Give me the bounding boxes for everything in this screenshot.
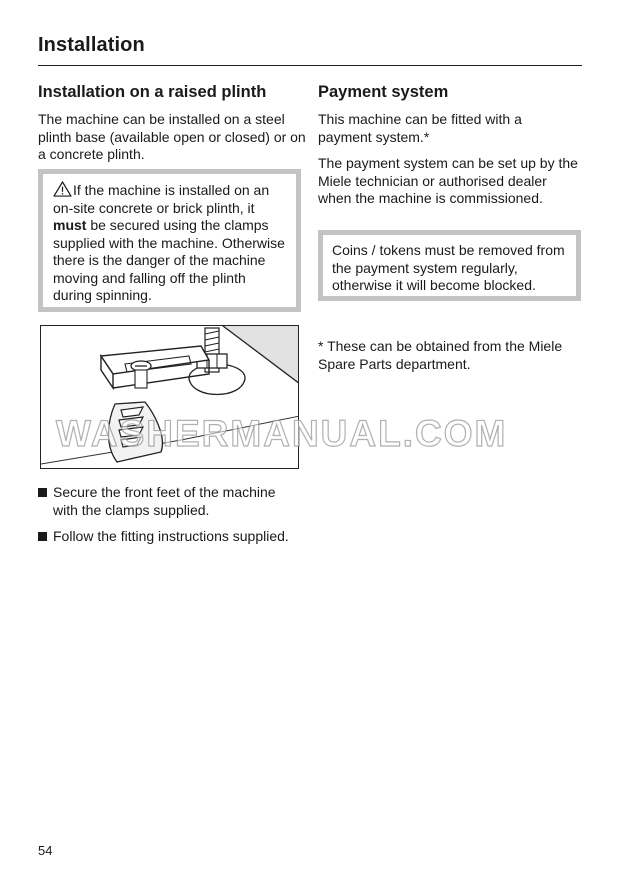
warning-text-after: be secured using the clamps supplied with the machine. Otherwise there is the danger of the machine moving and falling off the plinth during spinning. [53,217,285,303]
page-number: 54 [38,843,53,858]
warning-box [38,169,301,312]
bullet-icon [38,532,47,541]
page-title: Installation [38,34,145,56]
warning-text-before: If the machine is installed on an on-site concrete or brick plinth, it [53,182,270,216]
footnote: * These can be obtained from the Miele Spare Parts department. [318,338,563,372]
note-text: Coins / tokens must be removed from the payment system regularly, otherwise it will become blocked. [332,242,565,293]
note-box [318,230,581,301]
title-rule [38,65,582,66]
warning-triangle-icon [53,181,72,197]
plinth-intro: The machine can be installed on a steel plinth base (available open or closed) or on a concrete plinth. [38,111,306,162]
payment-para-1: This machine can be fitted with a payment system.* [318,111,522,145]
bullet-icon [38,488,47,497]
plinth-heading: Installation on a raised plinth [38,83,267,101]
payment-heading: Payment system [318,83,449,101]
list-item-text: Follow the fitting instructions supplied. [53,528,289,544]
warning-emphasis: must [53,217,87,233]
payment-para-2: The payment system can be set up by the Miele technician or authorised dealer when the machine is commissioned. [318,155,578,206]
watermark: WASHERMANUAL.COM [56,413,508,454]
list-item-text: Secure the front feet of the machine with the clamps supplied. [53,484,276,518]
